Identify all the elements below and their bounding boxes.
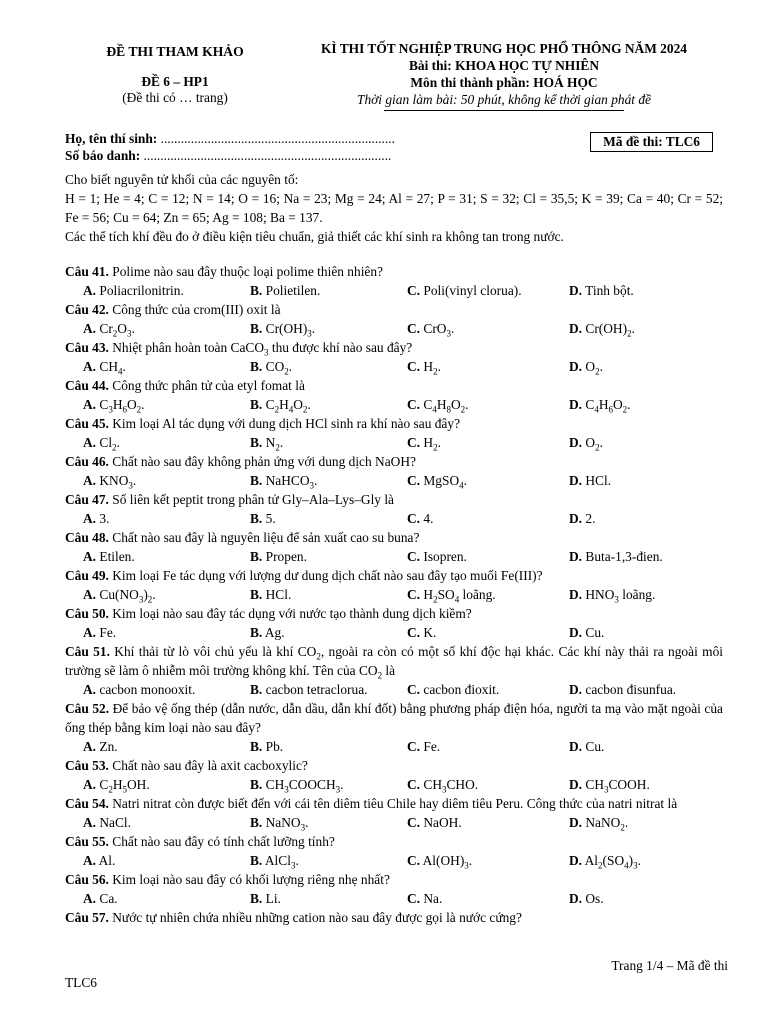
question-text: Kim loại nào sau đây tác dụng với nước tạo thành dung dịch kiềm? <box>112 606 472 621</box>
answer-option-a[interactable] <box>83 357 250 376</box>
answer-option-a[interactable] <box>83 775 250 794</box>
option-text: $CH_3COOH$. <box>585 777 650 795</box>
question-50 <box>65 604 723 623</box>
question-number: Câu 49. <box>65 568 109 583</box>
candidate-id-field: .......................................................................... <box>140 148 392 163</box>
question-48 <box>65 528 723 547</box>
atomic-mass-info <box>65 170 723 246</box>
page-footer: Trang 1/4 – Mã đề thi <box>611 958 728 973</box>
question-text: Công thức phân tử của etyl fomat là <box>112 378 305 393</box>
question-text: Số liên kết peptit trong phân tử Gly–Ala–Lys–Gly là <box>112 492 394 507</box>
question-49 <box>65 566 723 585</box>
option-text: 2. <box>585 511 596 526</box>
option-label: B. <box>250 739 263 754</box>
option-text: $Cl_2$. <box>99 435 120 453</box>
question-number: Câu 45. <box>65 416 109 431</box>
option-text: 3. <box>99 511 110 526</box>
info-line: Các thể tích khí đều đo ở điều kiện tiêu chuẩn, giả thiết các khí sinh ra không tan trong nước. <box>65 229 564 244</box>
option-label: A. <box>83 777 97 792</box>
option-label: D. <box>569 511 583 526</box>
option-text: $C_4H_6O_2$. <box>585 397 631 415</box>
exam-duration: Thời gian làm bài: 50 phút, không kể thời gian phát đề <box>357 92 651 107</box>
answer-options <box>65 509 723 528</box>
option-text: Propen. <box>265 549 307 564</box>
option-text: $H_2$. <box>423 359 441 377</box>
option-text: $Al(OH)_3$. <box>422 853 473 871</box>
candidate-id-label: Số báo danh: <box>65 148 141 163</box>
answer-option-b[interactable] <box>250 680 407 699</box>
option-label: B. <box>250 587 263 602</box>
option-text: Pb. <box>265 739 284 754</box>
answer-option-d[interactable] <box>569 813 723 832</box>
question-number: Câu 54. <box>65 796 109 811</box>
answer-option-c[interactable] <box>407 775 569 794</box>
answer-option-d[interactable] <box>569 623 723 642</box>
option-label: D. <box>569 815 583 830</box>
question-text: Chất nào sau đây không phản ứng với dung dịch NaOH? <box>112 454 416 469</box>
question-number: Câu 55. <box>65 834 109 849</box>
question-number: Câu 48. <box>65 530 109 545</box>
answer-option-d[interactable] <box>569 851 723 870</box>
option-label: C. <box>407 549 421 564</box>
option-label: C. <box>407 625 421 640</box>
option-label: D. <box>569 739 583 754</box>
option-label: A. <box>83 321 97 336</box>
question-number: Câu 53. <box>65 758 109 773</box>
answer-option-c[interactable] <box>407 319 569 338</box>
option-label: B. <box>250 359 263 374</box>
answer-option-a[interactable] <box>83 547 250 566</box>
answer-option-c[interactable] <box>407 395 569 414</box>
question-text: Kim loại nào sau đây có khối lượng riêng nhẹ nhất? <box>112 872 390 887</box>
answer-option-b[interactable] <box>250 509 407 528</box>
question-43 <box>65 338 723 357</box>
option-label: B. <box>250 625 263 640</box>
option-label: C. <box>407 815 421 830</box>
question-number: Câu 43. <box>65 340 109 355</box>
option-text: NaCl. <box>99 815 132 830</box>
answer-option-b[interactable] <box>250 813 407 832</box>
question-56 <box>65 870 723 889</box>
option-text: $C_2H_4O_2$. <box>265 397 311 415</box>
option-text: Polietilen. <box>265 283 321 298</box>
answer-option-a[interactable] <box>83 319 250 338</box>
option-label: D. <box>569 587 583 602</box>
question-47 <box>65 490 723 509</box>
question-text: Chất nào sau đây là nguyên liệu để sản xuất cao su buna? <box>112 530 420 545</box>
answer-options <box>65 357 723 376</box>
option-label: D. <box>569 473 583 488</box>
option-text: Fe. <box>99 625 117 640</box>
option-text: cacbon đioxit. <box>423 682 500 697</box>
option-text: NaOH. <box>423 815 462 830</box>
option-label: B. <box>250 682 263 697</box>
option-label: D. <box>569 435 583 450</box>
answer-option-c[interactable] <box>407 680 569 699</box>
answer-option-a[interactable] <box>83 509 250 528</box>
answer-option-d[interactable] <box>569 547 723 566</box>
answer-option-d[interactable] <box>569 357 723 376</box>
answer-option-b[interactable] <box>250 889 407 908</box>
option-label: C. <box>407 283 421 298</box>
option-label: A. <box>83 625 97 640</box>
question-number: Câu 56. <box>65 872 109 887</box>
option-label: C. <box>407 587 421 602</box>
question-number: Câu 44. <box>65 378 109 393</box>
answer-option-b[interactable] <box>250 851 407 870</box>
answer-option-a[interactable] <box>83 813 250 832</box>
option-text: $H_2$. <box>423 435 441 453</box>
exam-header <box>65 40 723 122</box>
option-label: B. <box>250 321 263 336</box>
option-text: $C_2H_5OH$. <box>99 777 150 795</box>
option-text: NaNO$_3$. <box>265 815 309 833</box>
answer-option-d[interactable] <box>569 395 723 414</box>
option-label: D. <box>569 321 583 336</box>
info-line: H = 1; He = 4; C = 12; N = 14; O = 16; Na = 23; Mg = 24; Al = 27; P = 31; S = 32; Cl = 35,5; K = 39; Ca = 40; Cr = 52; Fe = 56; Cu = 64; Zn = 65; Ag = 108; Ba = 137. <box>65 191 723 225</box>
option-label: A. <box>83 853 97 868</box>
question-44 <box>65 376 723 395</box>
option-text: Cu. <box>585 739 605 754</box>
option-text: $CH_3CHO$. <box>423 777 479 795</box>
question-number: Câu 42. <box>65 302 109 317</box>
option-label: A. <box>83 397 97 412</box>
answer-option-a[interactable] <box>83 851 250 870</box>
option-text: 4. <box>423 511 434 526</box>
answer-option-a[interactable] <box>83 680 250 699</box>
option-text: $Cr(OH)_3$. <box>265 321 316 339</box>
answer-option-b[interactable] <box>250 585 407 604</box>
question-number: Câu 51. <box>65 644 110 659</box>
answer-options <box>65 395 723 414</box>
option-label: A. <box>83 283 97 298</box>
question-54 <box>65 794 723 813</box>
option-label: B. <box>250 777 263 792</box>
option-text: Tinh bột. <box>585 283 634 298</box>
answer-option-b[interactable] <box>250 395 407 414</box>
answer-option-c[interactable] <box>407 281 569 300</box>
option-text: $H_2SO_4$ loãng. <box>423 587 496 605</box>
option-text: Li. <box>265 891 281 906</box>
answer-option-d[interactable] <box>569 509 723 528</box>
question-text: Khí thải từ lò vôi chủ yếu là khí $CO_2$, ngoài ra còn có một số khí độc hại khác. Các khí này thải ra ngoài môi trường sẽ làm ô nhiễm môi trường không khí. Tên của $CO_2$ là <box>65 644 723 681</box>
answer-option-b[interactable] <box>250 623 407 642</box>
answer-option-c[interactable] <box>407 851 569 870</box>
question-51 <box>65 642 723 680</box>
option-label: B. <box>250 435 263 450</box>
question-text: Chất nào sau đây có tính chất lưỡng tính? <box>112 834 335 849</box>
answer-option-c[interactable] <box>407 813 569 832</box>
exam-subject: Bài thi: KHOA HỌC TỰ NHIÊN <box>408 58 600 73</box>
option-text: NaHCO$_3$. <box>265 473 318 491</box>
option-label: C. <box>407 321 421 336</box>
option-text: MgSO$_4$. <box>423 473 467 491</box>
question-46 <box>65 452 723 471</box>
question-text: Nhiệt phân hoàn toàn CaCO$_3$ thu được khí nào sau đây? <box>112 340 413 358</box>
answer-option-b[interactable] <box>250 319 407 338</box>
option-text: NaNO$_2$. <box>585 815 629 833</box>
info-line: Cho biết nguyên tử khối của các nguyên tố: <box>65 172 299 187</box>
option-text: $Cu(NO_3)_2$. <box>99 587 156 605</box>
answer-option-c[interactable] <box>407 623 569 642</box>
option-label: C. <box>407 511 421 526</box>
candidate-name-label: Họ, tên thí sinh: <box>65 131 158 146</box>
exam-component: Môn thi thành phần: HOÁ HỌC <box>410 75 598 90</box>
option-label: C. <box>407 853 421 868</box>
option-label: D. <box>569 777 583 792</box>
question-55 <box>65 832 723 851</box>
candidate-info <box>65 130 723 170</box>
option-label: A. <box>83 587 97 602</box>
question-text: Kim loại Fe tác dụng với lượng dư dung dịch chất nào sau đây tạo muối Fe(III)? <box>112 568 543 583</box>
question-number: Câu 52. <box>65 701 110 716</box>
header-rule <box>384 110 624 111</box>
option-text: $HNO_3$ loãng. <box>585 587 656 605</box>
option-text: K. <box>423 625 437 640</box>
option-text: Na. <box>423 891 443 906</box>
option-label: A. <box>83 891 97 906</box>
answer-options <box>65 319 723 338</box>
option-label: D. <box>569 397 583 412</box>
answer-options <box>65 623 723 642</box>
option-text: AlCl$_3$. <box>264 853 299 871</box>
answer-options <box>65 471 723 490</box>
answer-option-c[interactable] <box>407 357 569 376</box>
option-text: $O_2$. <box>585 435 603 453</box>
answer-option-a[interactable] <box>83 281 250 300</box>
option-text: $CO_2$. <box>265 359 293 377</box>
answer-option-a[interactable] <box>83 737 250 756</box>
header-right <box>285 40 723 122</box>
answer-option-d[interactable] <box>569 471 723 490</box>
answer-option-d[interactable] <box>569 889 723 908</box>
answer-options <box>65 889 723 908</box>
option-label: B. <box>250 511 263 526</box>
answer-options <box>65 281 723 300</box>
footer-exam-code: TLC6 <box>65 975 97 990</box>
option-text: Os. <box>585 891 604 906</box>
answer-option-c[interactable] <box>407 433 569 452</box>
answer-option-c[interactable] <box>407 737 569 756</box>
option-text: HCl. <box>265 587 292 602</box>
option-text: $N_2$. <box>265 435 284 453</box>
option-text: Poliacrilonitrin. <box>99 283 184 298</box>
question-text: Chất nào sau đây là axit cacboxylic? <box>112 758 308 773</box>
option-text: Etilen. <box>99 549 135 564</box>
option-label: C. <box>407 359 421 374</box>
option-label: D. <box>569 625 583 640</box>
option-label: B. <box>250 473 263 488</box>
question-list <box>65 262 723 927</box>
answer-option-b[interactable] <box>250 433 407 452</box>
option-text: $O_2$. <box>585 359 603 377</box>
answer-option-c[interactable] <box>407 889 569 908</box>
option-label: C. <box>407 473 421 488</box>
answer-options <box>65 585 723 604</box>
option-label: B. <box>250 397 263 412</box>
question-text: Để bảo vệ ống thép (dẫn nước, dẫn dầu, dẫn khí đốt) bằng phương pháp điện hóa, người ta mạ vào mặt ngoài của ống thép bằng kim loại nào sau đây? <box>65 701 723 735</box>
option-label: A. <box>83 359 97 374</box>
option-label: B. <box>250 815 263 830</box>
option-label: A. <box>83 549 97 564</box>
option-text: Zn. <box>99 739 118 754</box>
option-label: C. <box>407 435 421 450</box>
option-label: A. <box>83 435 97 450</box>
answer-option-b[interactable] <box>250 737 407 756</box>
option-text: cacbon tetraclorua. <box>265 682 368 697</box>
option-text: cacbon monooxit. <box>99 682 196 697</box>
exam-page <box>65 40 723 927</box>
answer-option-b[interactable] <box>250 281 407 300</box>
option-text: $C_4H_8O_2$. <box>423 397 469 415</box>
answer-option-d[interactable] <box>569 775 723 794</box>
answer-option-a[interactable] <box>83 889 250 908</box>
option-label: B. <box>250 549 263 564</box>
option-text: Isopren. <box>423 549 467 564</box>
question-number: Câu 41. <box>65 264 109 279</box>
question-52 <box>65 699 723 737</box>
question-41 <box>65 262 723 281</box>
answer-option-b[interactable] <box>250 775 407 794</box>
candidate-name-field: ...................................................................... <box>157 131 395 146</box>
option-label: B. <box>250 283 263 298</box>
option-text: Poli(vinyl clorua). <box>423 283 522 298</box>
answer-option-d[interactable] <box>569 680 723 699</box>
answer-option-a[interactable] <box>83 395 250 414</box>
option-text: Al. <box>98 853 116 868</box>
option-label: A. <box>83 739 97 754</box>
answer-option-a[interactable] <box>83 433 250 452</box>
answer-options <box>65 680 723 699</box>
question-number: Câu 46. <box>65 454 109 469</box>
answer-option-c[interactable] <box>407 585 569 604</box>
option-text: $KNO_3$. <box>99 473 137 491</box>
option-text: $Cr(OH)_2$. <box>585 321 635 339</box>
option-text: Buta-1,3-đien. <box>585 549 663 564</box>
option-text: $Al_2(SO_4)_3$. <box>584 853 641 871</box>
option-label: A. <box>83 473 97 488</box>
answer-option-d[interactable] <box>569 433 723 452</box>
question-45 <box>65 414 723 433</box>
option-label: A. <box>83 511 97 526</box>
answer-option-b[interactable] <box>250 547 407 566</box>
header-left <box>65 40 285 122</box>
option-label: B. <box>250 853 263 868</box>
answer-options <box>65 813 723 832</box>
answer-options <box>65 775 723 794</box>
question-57 <box>65 908 723 927</box>
option-label: D. <box>569 359 583 374</box>
option-label: D. <box>569 549 583 564</box>
option-text: CrO$_3$. <box>423 321 455 339</box>
option-text: HCl. <box>585 473 612 488</box>
answer-options <box>65 433 723 452</box>
exam-number: ĐỀ 6 – HP1 <box>141 74 209 89</box>
option-text: Ag. <box>264 625 285 640</box>
option-text: Ca. <box>99 891 118 906</box>
option-label: C. <box>407 739 421 754</box>
option-label: D. <box>569 682 583 697</box>
question-42 <box>65 300 723 319</box>
option-text: $CH_3COOCH_3$. <box>265 777 344 795</box>
option-label: C. <box>407 891 421 906</box>
answer-options <box>65 737 723 756</box>
option-label: A. <box>83 815 97 830</box>
answer-option-d[interactable] <box>569 585 723 604</box>
option-text: Fe. <box>423 739 441 754</box>
option-label: C. <box>407 777 421 792</box>
option-text: $CH_4$. <box>99 359 126 377</box>
question-text: Natri nitrat còn được biết đến với cái tên diêm tiêu Chile hay diêm tiêu Peru. Công thức của natri nitrat là <box>112 796 678 811</box>
answer-option-c[interactable] <box>407 471 569 490</box>
question-text: Polime nào sau đây thuộc loại polime thiên nhiên? <box>112 264 383 279</box>
question-text: Kim loại Al tác dụng với dung dịch HCl sinh ra khí nào sau đây? <box>112 416 461 431</box>
page-count-note: (Đề thi có … trang) <box>122 90 228 105</box>
question-number: Câu 47. <box>65 492 109 507</box>
option-text: cacbon đisunfua. <box>585 682 677 697</box>
question-number: Câu 50. <box>65 606 109 621</box>
answer-option-c[interactable] <box>407 509 569 528</box>
answer-option-a[interactable] <box>83 471 250 490</box>
option-label: C. <box>407 682 421 697</box>
answer-option-d[interactable] <box>569 319 723 338</box>
answer-options <box>65 851 723 870</box>
option-label: A. <box>83 682 97 697</box>
option-label: D. <box>569 853 583 868</box>
option-text: $C_3H_6O_2$. <box>99 397 145 415</box>
answer-option-a[interactable] <box>83 623 250 642</box>
option-label: C. <box>407 397 421 412</box>
answer-option-b[interactable] <box>250 471 407 490</box>
exam-type: ĐỀ THI THAM KHẢO <box>106 44 244 59</box>
answer-option-d[interactable] <box>569 737 723 756</box>
exam-title: KÌ THI TỐT NGHIỆP TRUNG HỌC PHỔ THÔNG NĂM 2024 <box>321 41 687 56</box>
answer-option-a[interactable] <box>83 585 250 604</box>
option-text: Cu. <box>585 625 605 640</box>
option-text: 5. <box>265 511 276 526</box>
answer-option-b[interactable] <box>250 357 407 376</box>
option-label: B. <box>250 891 263 906</box>
exam-code-box: Mã đề thi: TLC6 <box>590 132 713 152</box>
question-number: Câu 57. <box>65 910 109 925</box>
option-text: $Cr_2O_3$. <box>99 321 135 339</box>
option-label: D. <box>569 891 583 906</box>
question-text: Công thức của crom(III) oxit là <box>112 302 281 317</box>
question-text: Nước tự nhiên chứa nhiều những cation nào sau đây được gọi là nước cứng? <box>112 910 522 925</box>
answer-options <box>65 547 723 566</box>
answer-option-d[interactable] <box>569 281 723 300</box>
question-53 <box>65 756 723 775</box>
answer-option-c[interactable] <box>407 547 569 566</box>
option-label: D. <box>569 283 583 298</box>
